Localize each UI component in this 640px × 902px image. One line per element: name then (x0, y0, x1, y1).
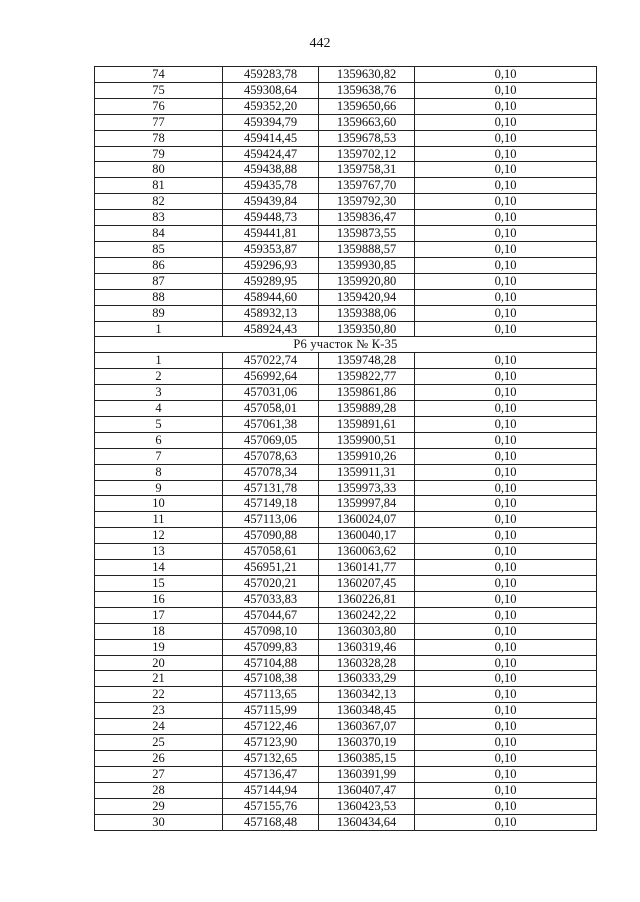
table-row (95, 528, 597, 544)
table-row (95, 639, 597, 655)
table-row (95, 496, 597, 512)
x-coordinate-cell: 459441,81 (223, 226, 319, 242)
point-number-cell: 19 (95, 639, 223, 655)
value-cell: 0,10 (415, 432, 597, 448)
y-coordinate-cell: 1359836,47 (319, 210, 415, 226)
value-cell: 0,10 (415, 369, 597, 385)
x-coordinate-cell: 459283,78 (223, 67, 319, 83)
value-cell: 0,10 (415, 194, 597, 210)
table-row (95, 210, 597, 226)
x-coordinate-cell: 457122,46 (223, 719, 319, 735)
value-cell: 0,10 (415, 496, 597, 512)
point-number-cell: 86 (95, 257, 223, 273)
y-coordinate-cell: 1359873,55 (319, 226, 415, 242)
point-number-cell: 5 (95, 416, 223, 432)
table-row (95, 241, 597, 257)
x-coordinate-cell: 457033,83 (223, 591, 319, 607)
point-number-cell: 8 (95, 464, 223, 480)
x-coordinate-cell: 457144,94 (223, 782, 319, 798)
point-number-cell: 6 (95, 432, 223, 448)
y-coordinate-cell: 1360348,45 (319, 703, 415, 719)
x-coordinate-cell: 457113,65 (223, 687, 319, 703)
y-coordinate-cell: 1360370,19 (319, 735, 415, 751)
x-coordinate-cell: 458944,60 (223, 289, 319, 305)
point-number-cell: 89 (95, 305, 223, 321)
y-coordinate-cell: 1359663,60 (319, 114, 415, 130)
table-row (95, 385, 597, 401)
x-coordinate-cell: 457115,99 (223, 703, 319, 719)
point-number-cell: 85 (95, 241, 223, 257)
table-row (95, 798, 597, 814)
x-coordinate-cell: 456951,21 (223, 560, 319, 576)
y-coordinate-cell: 1360407,47 (319, 782, 415, 798)
point-number-cell: 79 (95, 146, 223, 162)
table-row (95, 448, 597, 464)
table-row (95, 735, 597, 751)
point-number-cell: 84 (95, 226, 223, 242)
value-cell: 0,10 (415, 114, 597, 130)
x-coordinate-cell: 459289,95 (223, 273, 319, 289)
y-coordinate-cell: 1359911,31 (319, 464, 415, 480)
y-coordinate-cell: 1359678,53 (319, 130, 415, 146)
table-row (95, 321, 597, 337)
table-row (95, 750, 597, 766)
y-coordinate-cell: 1360333,29 (319, 671, 415, 687)
coordinates-table-body (95, 67, 597, 831)
value-cell: 0,10 (415, 591, 597, 607)
value-cell: 0,10 (415, 289, 597, 305)
x-coordinate-cell: 459394,79 (223, 114, 319, 130)
y-coordinate-cell: 1360385,15 (319, 750, 415, 766)
point-number-cell: 13 (95, 544, 223, 560)
point-number-cell: 14 (95, 560, 223, 576)
section-header-row (95, 337, 597, 353)
y-coordinate-cell: 1360063,62 (319, 544, 415, 560)
table-row (95, 766, 597, 782)
point-number-cell: 81 (95, 178, 223, 194)
value-cell: 0,10 (415, 448, 597, 464)
point-number-cell: 17 (95, 607, 223, 623)
y-coordinate-cell: 1360024,07 (319, 512, 415, 528)
table-row (95, 607, 597, 623)
point-number-cell: 18 (95, 623, 223, 639)
point-number-cell: 4 (95, 401, 223, 417)
value-cell: 0,10 (415, 416, 597, 432)
point-number-cell: 21 (95, 671, 223, 687)
value-cell: 0,10 (415, 241, 597, 257)
value-cell: 0,10 (415, 671, 597, 687)
y-coordinate-cell: 1360391,99 (319, 766, 415, 782)
table-row (95, 782, 597, 798)
y-coordinate-cell: 1360040,17 (319, 528, 415, 544)
x-coordinate-cell: 459438,88 (223, 162, 319, 178)
table-row (95, 623, 597, 639)
y-coordinate-cell: 1359997,84 (319, 496, 415, 512)
table-row (95, 67, 597, 83)
point-number-cell: 10 (95, 496, 223, 512)
y-coordinate-cell: 1359920,80 (319, 273, 415, 289)
table-row (95, 512, 597, 528)
table-row (95, 162, 597, 178)
point-number-cell: 76 (95, 98, 223, 114)
x-coordinate-cell: 457061,38 (223, 416, 319, 432)
value-cell: 0,10 (415, 321, 597, 337)
value-cell: 0,10 (415, 480, 597, 496)
x-coordinate-cell: 457108,38 (223, 671, 319, 687)
point-number-cell: 1 (95, 321, 223, 337)
value-cell: 0,10 (415, 82, 597, 98)
table-row (95, 178, 597, 194)
page-number: 442 (309, 36, 331, 51)
section-title: Р6 участок № К-35 (95, 337, 597, 353)
table-row (95, 544, 597, 560)
point-number-cell: 29 (95, 798, 223, 814)
x-coordinate-cell: 459296,93 (223, 257, 319, 273)
table-row (95, 194, 597, 210)
y-coordinate-cell: 1359767,70 (319, 178, 415, 194)
value-cell: 0,10 (415, 528, 597, 544)
value-cell: 0,10 (415, 544, 597, 560)
x-coordinate-cell: 457136,47 (223, 766, 319, 782)
y-coordinate-cell: 1359910,26 (319, 448, 415, 464)
table-row (95, 369, 597, 385)
y-coordinate-cell: 1359889,28 (319, 401, 415, 417)
y-coordinate-cell: 1359388,06 (319, 305, 415, 321)
x-coordinate-cell: 457022,74 (223, 353, 319, 369)
value-cell: 0,10 (415, 560, 597, 576)
y-coordinate-cell: 1359861,86 (319, 385, 415, 401)
point-number-cell: 83 (95, 210, 223, 226)
y-coordinate-cell: 1359748,28 (319, 353, 415, 369)
value-cell: 0,10 (415, 703, 597, 719)
point-number-cell: 23 (95, 703, 223, 719)
x-coordinate-cell: 457113,06 (223, 512, 319, 528)
point-number-cell: 75 (95, 82, 223, 98)
point-number-cell: 27 (95, 766, 223, 782)
table-row (95, 687, 597, 703)
table-row (95, 226, 597, 242)
table-row (95, 655, 597, 671)
point-number-cell: 88 (95, 289, 223, 305)
x-coordinate-cell: 457044,67 (223, 607, 319, 623)
y-coordinate-cell: 1359702,12 (319, 146, 415, 162)
point-number-cell: 20 (95, 655, 223, 671)
x-coordinate-cell: 457058,01 (223, 401, 319, 417)
x-coordinate-cell: 457078,63 (223, 448, 319, 464)
x-coordinate-cell: 459424,47 (223, 146, 319, 162)
value-cell: 0,10 (415, 273, 597, 289)
value-cell: 0,10 (415, 639, 597, 655)
value-cell: 0,10 (415, 735, 597, 751)
x-coordinate-cell: 457149,18 (223, 496, 319, 512)
table-row (95, 146, 597, 162)
value-cell: 0,10 (415, 782, 597, 798)
y-coordinate-cell: 1360367,07 (319, 719, 415, 735)
x-coordinate-cell: 459308,64 (223, 82, 319, 98)
value-cell: 0,10 (415, 623, 597, 639)
value-cell: 0,10 (415, 305, 597, 321)
x-coordinate-cell: 457078,34 (223, 464, 319, 480)
y-coordinate-cell: 1360434,64 (319, 814, 415, 830)
point-number-cell: 11 (95, 512, 223, 528)
y-coordinate-cell: 1360207,45 (319, 576, 415, 592)
x-coordinate-cell: 459439,84 (223, 194, 319, 210)
table-row (95, 719, 597, 735)
x-coordinate-cell: 457090,88 (223, 528, 319, 544)
point-number-cell: 24 (95, 719, 223, 735)
value-cell: 0,10 (415, 98, 597, 114)
y-coordinate-cell: 1360242,22 (319, 607, 415, 623)
point-number-cell: 7 (95, 448, 223, 464)
value-cell: 0,10 (415, 257, 597, 273)
y-coordinate-cell: 1359638,76 (319, 82, 415, 98)
value-cell: 0,10 (415, 719, 597, 735)
table-row (95, 273, 597, 289)
point-number-cell: 9 (95, 480, 223, 496)
value-cell: 0,10 (415, 512, 597, 528)
table-row (95, 416, 597, 432)
y-coordinate-cell: 1359420,94 (319, 289, 415, 305)
x-coordinate-cell: 459353,87 (223, 241, 319, 257)
table-row (95, 257, 597, 273)
y-coordinate-cell: 1360423,53 (319, 798, 415, 814)
y-coordinate-cell: 1359900,51 (319, 432, 415, 448)
point-number-cell: 22 (95, 687, 223, 703)
point-number-cell: 1 (95, 353, 223, 369)
x-coordinate-cell: 459414,45 (223, 130, 319, 146)
value-cell: 0,10 (415, 385, 597, 401)
y-coordinate-cell: 1360141,77 (319, 560, 415, 576)
y-coordinate-cell: 1359630,82 (319, 67, 415, 83)
y-coordinate-cell: 1360303,80 (319, 623, 415, 639)
point-number-cell: 74 (95, 67, 223, 83)
x-coordinate-cell: 456992,64 (223, 369, 319, 385)
value-cell: 0,10 (415, 576, 597, 592)
point-number-cell: 87 (95, 273, 223, 289)
point-number-cell: 15 (95, 576, 223, 592)
y-coordinate-cell: 1359888,57 (319, 241, 415, 257)
value-cell: 0,10 (415, 130, 597, 146)
table-row (95, 305, 597, 321)
y-coordinate-cell: 1360342,13 (319, 687, 415, 703)
y-coordinate-cell: 1359822,77 (319, 369, 415, 385)
x-coordinate-cell: 458924,43 (223, 321, 319, 337)
x-coordinate-cell: 457131,78 (223, 480, 319, 496)
point-number-cell: 25 (95, 735, 223, 751)
point-number-cell: 77 (95, 114, 223, 130)
y-coordinate-cell: 1359758,31 (319, 162, 415, 178)
table-row (95, 671, 597, 687)
table-row (95, 464, 597, 480)
value-cell: 0,10 (415, 210, 597, 226)
x-coordinate-cell: 457168,48 (223, 814, 319, 830)
value-cell: 0,10 (415, 814, 597, 830)
point-number-cell: 3 (95, 385, 223, 401)
value-cell: 0,10 (415, 655, 597, 671)
y-coordinate-cell: 1359650,66 (319, 98, 415, 114)
x-coordinate-cell: 457123,90 (223, 735, 319, 751)
point-number-cell: 26 (95, 750, 223, 766)
x-coordinate-cell: 457031,06 (223, 385, 319, 401)
table-row (95, 98, 597, 114)
table-row (95, 82, 597, 98)
table-row (95, 560, 597, 576)
table-row (95, 591, 597, 607)
table-row (95, 130, 597, 146)
value-cell: 0,10 (415, 67, 597, 83)
x-coordinate-cell: 458932,13 (223, 305, 319, 321)
x-coordinate-cell: 457132,65 (223, 750, 319, 766)
x-coordinate-cell: 457058,61 (223, 544, 319, 560)
table-row (95, 703, 597, 719)
table-row (95, 401, 597, 417)
value-cell: 0,10 (415, 146, 597, 162)
point-number-cell: 78 (95, 130, 223, 146)
table-row (95, 432, 597, 448)
y-coordinate-cell: 1360226,81 (319, 591, 415, 607)
y-coordinate-cell: 1359792,30 (319, 194, 415, 210)
x-coordinate-cell: 459435,78 (223, 178, 319, 194)
x-coordinate-cell: 457098,10 (223, 623, 319, 639)
value-cell: 0,10 (415, 766, 597, 782)
table-row (95, 480, 597, 496)
y-coordinate-cell: 1360319,46 (319, 639, 415, 655)
value-cell: 0,10 (415, 226, 597, 242)
x-coordinate-cell: 457020,21 (223, 576, 319, 592)
value-cell: 0,10 (415, 607, 597, 623)
table-row (95, 576, 597, 592)
point-number-cell: 82 (95, 194, 223, 210)
value-cell: 0,10 (415, 687, 597, 703)
x-coordinate-cell: 457155,76 (223, 798, 319, 814)
point-number-cell: 2 (95, 369, 223, 385)
x-coordinate-cell: 459352,20 (223, 98, 319, 114)
y-coordinate-cell: 1359973,33 (319, 480, 415, 496)
coordinates-table (94, 66, 597, 831)
y-coordinate-cell: 1359930,85 (319, 257, 415, 273)
table-row (95, 814, 597, 830)
point-number-cell: 28 (95, 782, 223, 798)
value-cell: 0,10 (415, 178, 597, 194)
x-coordinate-cell: 457099,83 (223, 639, 319, 655)
y-coordinate-cell: 1360328,28 (319, 655, 415, 671)
point-number-cell: 16 (95, 591, 223, 607)
value-cell: 0,10 (415, 162, 597, 178)
x-coordinate-cell: 457069,05 (223, 432, 319, 448)
y-coordinate-cell: 1359350,80 (319, 321, 415, 337)
x-coordinate-cell: 459448,73 (223, 210, 319, 226)
table-row (95, 114, 597, 130)
point-number-cell: 30 (95, 814, 223, 830)
table-row (95, 289, 597, 305)
value-cell: 0,10 (415, 353, 597, 369)
point-number-cell: 80 (95, 162, 223, 178)
point-number-cell: 12 (95, 528, 223, 544)
table-row (95, 353, 597, 369)
y-coordinate-cell: 1359891,61 (319, 416, 415, 432)
value-cell: 0,10 (415, 401, 597, 417)
value-cell: 0,10 (415, 750, 597, 766)
x-coordinate-cell: 457104,88 (223, 655, 319, 671)
value-cell: 0,10 (415, 798, 597, 814)
value-cell: 0,10 (415, 464, 597, 480)
